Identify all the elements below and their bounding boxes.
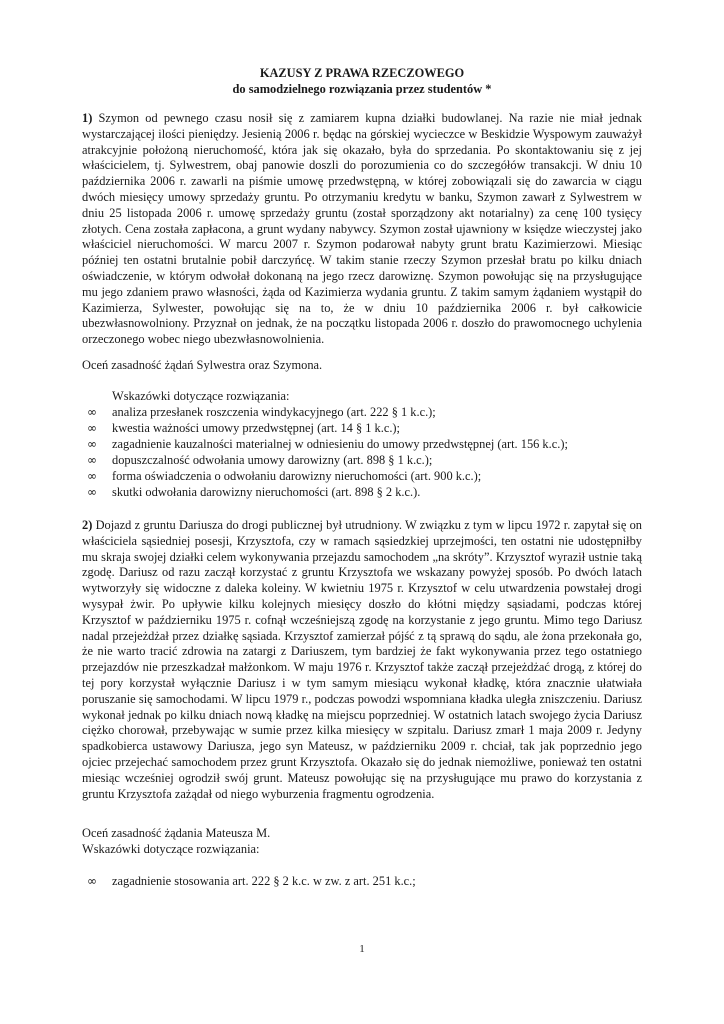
case-1-number: 1) <box>82 111 93 125</box>
list-item <box>82 405 642 421</box>
case-2-question: Oceń zasadność żądania Mateusza M. <box>82 826 271 840</box>
list-item <box>82 421 642 437</box>
document-subtitle: do samodzielnego rozwiązania przez studentów * <box>232 82 492 96</box>
list-item <box>82 437 642 453</box>
case-2-number: 2) <box>82 518 93 532</box>
hint-text: skutki odwołania darowizny nieruchomości (art. 898 § 2 k.c.). <box>112 485 421 499</box>
list-item <box>82 874 642 890</box>
list-item <box>82 485 642 501</box>
infinity-bullet-icon: ∞ <box>87 453 97 467</box>
list-item <box>82 453 642 469</box>
hint-text: forma oświadczenia o odwołaniu darowizny nieruchomości (art. 900 k.c.); <box>112 469 482 483</box>
infinity-bullet-icon: ∞ <box>87 437 97 451</box>
hint-text: dopuszczalność odwołania umowy darowizny (art. 898 § 1 k.c.); <box>112 453 433 467</box>
infinity-bullet-icon: ∞ <box>87 485 97 499</box>
hint-text: analiza przesłanek roszczenia windykacyjnego (art. 222 § 1 k.c.); <box>112 405 436 419</box>
case-2-hints-heading: Wskazówki dotyczące rozwiązania: <box>82 842 260 856</box>
document-title: KAZUSY Z PRAWA RZECZOWEGO <box>259 66 465 80</box>
list-item <box>82 469 642 485</box>
case-2-text: Dojazd z gruntu Dariusza do drogi publicznej był utrudniony. W związku z tym w lipcu 1972 r. zapytał się on właściciela sąsiedniej posesji, Krzysztofa, czy w ramach sąsiedzkiej uprzejmości, ten ostatni nie udostępniłby mu skraja swojej działki celem wykonywania przejazdu samochodem „na skróty”. Krzysztof wyraził ustnie taką zgodę. Dariusz od razu zaczął korzystać z gruntu Krzysztofa we wskazany powyżej sposób. Po dwóch latach wytworzyły się widoczne z daleka koleiny. W kwietniu 1975 r. Krzysztof w celu utwardzenia powstałej drogi wysypał żwir. Po upływie kilku kolejnych miesięcy doszło do kłótni między sąsiadami, podczas której Krzysztof w październiku 1975 r. cofnął wcześniejszą zgodę na korzystanie z jego gruntu. Mimo tego Dariusz nadal przejeżdżał przez działkę sąsiada. Krzysztof zamierzał pójść z tą sprawą do sądu, ale żona przekonała go, że nie warto tracić zdrowia na zatargi z Dariuszem, tym bardziej że fakt wykonywania przez tego ostatniego przejazdów nie przeszkadzał małżonkom. W maju 1976 r. Krzysztof także zaczął przejeżdżać drogą, z której do tej pory korzystał wyłącznie Dariusz i w tym samym miesiącu wykonał kładkę, która znacznie ułatwiała poruszanie się samochodami. W lipcu 1979 r., podczas powodzi wspomniana kładka uległa zniszczeniu. Dariusz wykonał jednak po kilku dniach nową kładkę na miejscu poprzedniej. W ostatnich latach swojego życia Dariusz ciężko chorował, przebywając w sumie przez kilka miesięcy w szpitalu. Dariusz zmarł 1 maja 2009 r. Jedyny spadkobierca ustawowy Dariusza, jego syn Mateusz, w październiku 2009 r. chciał, tak jak poprzednio jego ojciec przejechać samochodem przez grunt Krzysztofa. Okazało się do jednak niemożliwe, ponieważ ten ostatni miesiąc wcześniej ogrodził swój grunt. Mateusz powołując się na przysługujące mu prawo do korzystania z gruntu Krzysztofa zażądał od niego wyburzenia fragmentu ogrodzenia. <box>82 518 642 801</box>
case-2-hints-list <box>82 874 642 890</box>
page-number: 1 <box>359 943 365 955</box>
hint-text: zagadnienie kauzalności materialnej w odniesieniu do umowy przedwstępnej (art. 156 k.c.); <box>112 437 568 451</box>
case-1-text: Szymon od pewnego czasu nosił się z zamiarem kupna działki budowlanej. Na razie nie miał jednak wystarczającej ilości pieniędzy. Jesienią 2006 r. będąc na górskiej wycieczce w Beskidzie Wyspowym zauważył atrakcyjnie położoną nieruchomość, która jak się okazało, była do sprzedania. Po skontaktowaniu się z jej właścicielem, tj. Sylwestrem, obaj panowie doszli do porozumienia co do szczegółów transakcji. W dniu 10 października 2006 r. zawarli na piśmie umowę przedwstępną, w której zobowiązali się do zawarcia w ciągu dwóch miesięcy umowy sprzedaży gruntu. Po otrzymaniu kredytu w banku, Szymon zawarł z Sylwestrem w dniu 25 listopada 2006 r. umowę sprzedaży gruntu (został sporządzony akt notarialny) za cenę 100 tysięcy złotych. Cena została zapłacona, a grunt wydany nabywcy. Szymon został ujawniony w księdze wieczystej jako właściciel nieruchomości. W marcu 2007 r. Szymon podarował nabyty grunt bratu Kazimierzowi. Miesiąc później ten ostatni brutalnie pobił darczyńcę. W takim stanie rzeczy Szymon przesłał bratu po kilku dniach oświadczenie, w którym odwołał dokonaną na jego rzecz darowiznę. Szymon powołując się na przysługujące mu jego zdaniem prawo własności, żąda od Kazimierza wydania gruntu. Z takim samym żądaniem wystąpił do Kazimierza, Sylwester, powołując się na to, że w dniu 10 października 2006 r. był całkowicie ubezwłasnowolniony. Przyznał on jednak, że na początku listopada 2006 r. doszło do prawomocnego uchylenia orzeczonego wobec niego ubezwłasnowolnienia. <box>82 111 642 347</box>
hint-text: zagadnienie stosowania art. 222 § 2 k.c. w zw. z art. 251 k.c.; <box>112 874 416 888</box>
hint-text: kwestia ważności umowy przedwstępnej (art. 14 § 1 k.c.); <box>112 421 400 435</box>
infinity-bullet-icon: ∞ <box>87 469 97 483</box>
case-1-question: Oceń zasadność żądań Sylwestra oraz Szymona. <box>82 358 323 372</box>
infinity-bullet-icon: ∞ <box>87 874 97 888</box>
infinity-bullet-icon: ∞ <box>87 421 97 435</box>
case-1-hints-list <box>82 405 642 501</box>
case-1-paragraph <box>82 111 642 348</box>
case-1-hints-heading: Wskazówki dotyczące rozwiązania: <box>112 389 290 403</box>
infinity-bullet-icon: ∞ <box>87 405 97 419</box>
case-2-paragraph <box>82 518 642 802</box>
